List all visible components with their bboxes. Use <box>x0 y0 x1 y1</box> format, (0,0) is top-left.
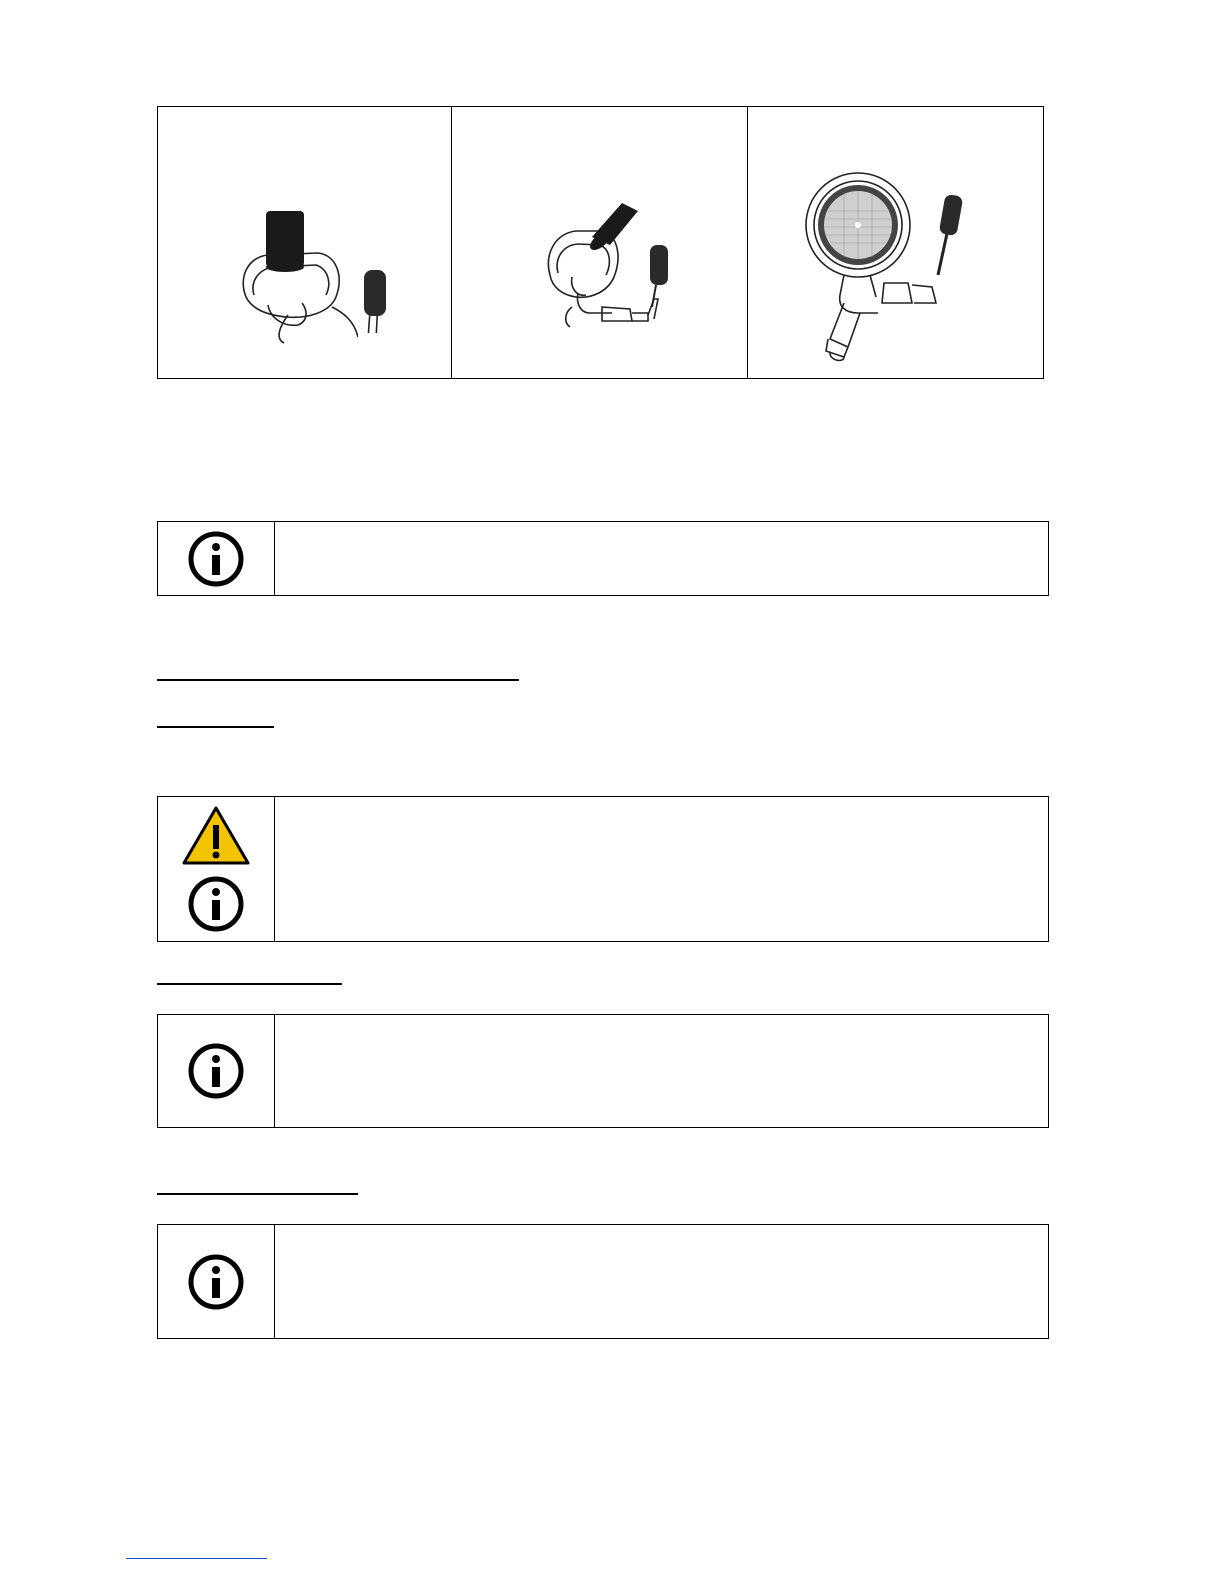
warning-icon-cell <box>158 797 275 941</box>
info-icon-cell <box>158 1015 275 1127</box>
figure-cell-2 <box>452 107 748 379</box>
info-icon <box>187 1253 245 1311</box>
info-note-2-text <box>275 1015 1048 1127</box>
footer-link-underline[interactable] <box>126 1558 267 1559</box>
info-icon-cell <box>158 522 275 595</box>
figure-cell-1 <box>158 107 452 379</box>
info-icon-cell <box>158 1225 275 1338</box>
info-note-1 <box>157 521 1049 596</box>
espresso-group-illustration-1 <box>158 107 451 373</box>
info-icon <box>187 1042 245 1100</box>
info-icon <box>187 875 245 933</box>
info-note-3-text <box>275 1225 1048 1338</box>
figure-cell-3 <box>748 107 1044 379</box>
info-note-1-text <box>275 522 1048 595</box>
subheading-underline-2 <box>157 983 342 985</box>
info-note-3 <box>157 1224 1049 1339</box>
section-heading-underline <box>157 679 519 681</box>
espresso-group-illustration-3 <box>748 107 1043 373</box>
warning-note-text <box>275 797 1048 941</box>
warning-note <box>157 796 1049 942</box>
figure-table <box>157 106 1044 379</box>
info-icon <box>187 530 245 588</box>
subheading-underline-3 <box>157 1193 358 1195</box>
subheading-underline-1 <box>157 726 274 728</box>
espresso-group-illustration-2 <box>452 107 747 373</box>
info-note-2 <box>157 1014 1049 1128</box>
warning-icon <box>181 805 251 867</box>
